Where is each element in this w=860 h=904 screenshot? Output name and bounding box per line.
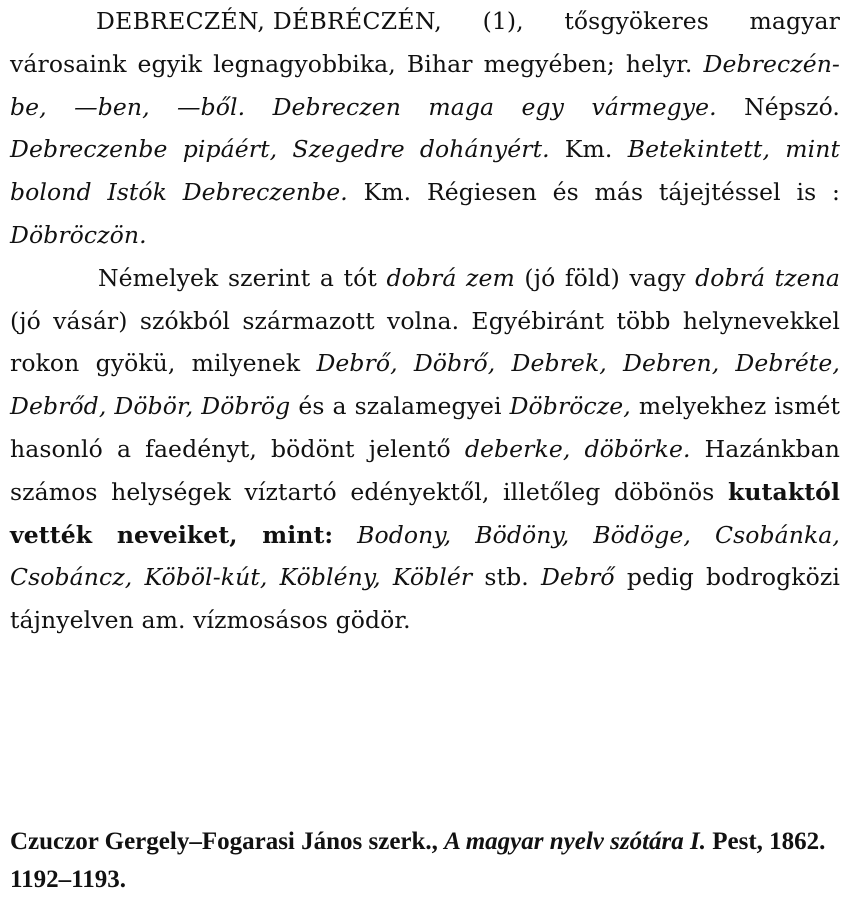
etymology-term: dobrá tzena: [695, 263, 840, 292]
etymology-gloss: (jó vásár) szókból származott volna. Egyébiránt több helynevekkel rokon gyökü, milyenek: [10, 306, 840, 378]
dictionary-entry: [10, 0, 840, 642]
sense-number: (1),: [482, 7, 524, 35]
citation-authors: Czuczor Gergely–Fogarasi János szerk.,: [10, 828, 438, 855]
text-segment: és a szalamegyei: [298, 392, 502, 421]
quote-source: Km.: [564, 135, 613, 164]
source-citation: [10, 823, 840, 899]
related-name-zala: Döbröcze,: [509, 392, 631, 421]
text-segment: melyekhez ismét hasonló a faedényt, bödönt jelentő: [10, 392, 840, 463]
etymology-term: dobrá zem: [386, 263, 515, 292]
quote-source: Km.: [363, 178, 412, 207]
related-names: Debrő, Döbrő, Debrek, Debren, Debréte, Debrőd, Döbör, Döbrög: [10, 349, 840, 421]
etymology-gloss: (jó föld) vagy: [524, 263, 686, 292]
definition: tősgyökeres magyar városaink egyik legnagyobbika, Bihar megyében; helyr.: [10, 7, 840, 78]
example-quote: Betekintett, mint bolond Istók Debreczenbe.: [10, 135, 840, 207]
variant-form: Döbröczön.: [10, 220, 147, 249]
entry-paragraph-2: [10, 257, 840, 642]
text-segment: stb.: [484, 563, 529, 592]
debro-term: Debrő: [540, 563, 615, 592]
place-names: Bodony, Bödöny, Bödöge, Csobánka, Csobáncz, Köböl-kút, Köblény, Köblér: [10, 520, 840, 592]
variant-note: Régiesen és más tájejtéssel is :: [426, 178, 840, 207]
example-quote: Debreczenbe pipáért, Szegedre dohányért.: [10, 135, 550, 164]
entry-paragraph-1: [10, 0, 840, 257]
text-segment: Hazánkban számos helységek víztartó edényektől, illetőleg döbönös: [10, 434, 841, 506]
text-segment: pedig bodrogközi tájnyelven am. vízmosásos gödör.: [10, 563, 840, 635]
bold-text-segment: kutaktól vették neveiket, mint:: [10, 477, 840, 549]
example-quote: Debreczen maga egy vármegye.: [272, 92, 717, 121]
inflected-forms: Debreczén-be, —ben, —ből.: [10, 49, 840, 121]
quote-source: Népszó.: [744, 92, 840, 121]
headword: DEBRECZÉN, DÉBRÉCZÉN,: [96, 7, 442, 35]
citation-title: A magyar nyelv szótára I.: [444, 828, 706, 855]
citation-publication: Pest, 1862. 1192–1193.: [10, 828, 826, 893]
vessel-words: deberke, döbörke.: [464, 434, 691, 463]
etymology-intro: Némelyek szerint a tót: [98, 263, 377, 292]
